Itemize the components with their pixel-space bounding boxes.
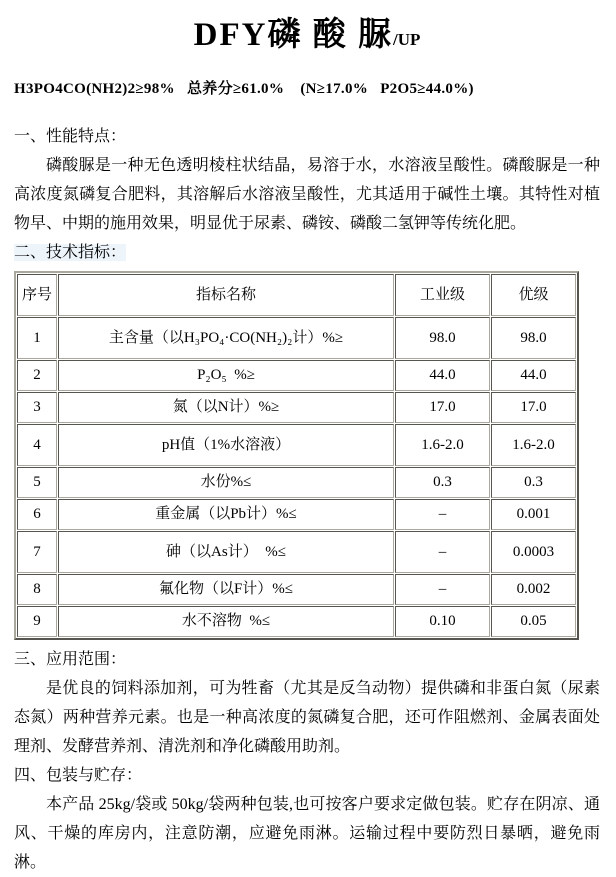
table-row: [17, 392, 576, 423]
section-heading-applications: 三、应用范围：: [14, 651, 127, 668]
cell-index: 9: [17, 606, 57, 637]
cell-industrial: 44.0: [395, 360, 490, 391]
cell-index: 3: [17, 392, 57, 423]
section-heading-performance: 一、性能特点：: [14, 128, 127, 145]
cell-industrial: 98.0: [395, 317, 490, 359]
cell-index: 8: [17, 574, 57, 605]
table-row: [17, 574, 576, 605]
cell-name: 重金属（以Pb计）%≤: [58, 499, 394, 530]
col-header-premium: 优级: [491, 274, 576, 316]
page-title: [14, 6, 600, 55]
cell-industrial: 0.10: [395, 606, 490, 637]
formula-line: H3PO4CO(NH2)2≥98% 总养分≥61.0% (N≥17.0% P2O5≥44.0%): [14, 81, 474, 97]
section-body-applications: 是优良的饲料添加剂，可为牲畜（尤其是反刍动物）提供磷和非蛋白氮（尿素态氮）两种营养元素。也是一种高浓度的氮磷复合肥，还可作阻燃剂、金属表面处理剂、发酵营养剂、清洗剂和净化磷酸用助剂。: [14, 680, 600, 755]
cell-name: P₂O₅ %≥: [58, 360, 394, 391]
table-row: [17, 467, 576, 498]
cell-premium: 1.6-2.0: [491, 424, 576, 466]
section-heading-packaging: 四、包装与贮存：: [14, 767, 143, 784]
table-header-row: [17, 274, 576, 316]
section-body-packaging: 本产品 25kg/袋或 50kg/袋两种包装,也可按客户要求定做包装。贮存在阴凉、通风、干燥的库房内，注意防潮，应避免雨淋。运输过程中要防烈日暴晒，避免雨淋。: [14, 796, 600, 871]
cell-index: 4: [17, 424, 57, 466]
cell-premium: 98.0: [491, 317, 576, 359]
cell-name: 水份%≤: [58, 467, 394, 498]
cell-premium: 0.002: [491, 574, 576, 605]
cell-index: 6: [17, 499, 57, 530]
cell-name: 氟化物（以F计）%≤: [58, 574, 394, 605]
table-row: [17, 360, 576, 391]
cell-industrial: 1.6-2.0: [395, 424, 490, 466]
table-row: [17, 424, 576, 466]
spec-table: [14, 271, 579, 640]
cell-industrial: 0.3: [395, 467, 490, 498]
cell-name: pH值（1%水溶液）: [58, 424, 394, 466]
table-row: [17, 499, 576, 530]
cell-premium: 44.0: [491, 360, 576, 391]
cell-index: 5: [17, 467, 57, 498]
product-title: DFY磷 酸 脲: [193, 17, 393, 53]
cell-name: 氮（以N计）%≥: [58, 392, 394, 423]
cell-index: 7: [17, 531, 57, 573]
col-header-name: 指标名称: [58, 274, 394, 316]
table-row: [17, 531, 576, 573]
cell-name: 主含量（以H₃PO₄·CO(NH₂)₂计）%≥: [58, 317, 394, 359]
table-row: [17, 606, 576, 637]
cell-index: 1: [17, 317, 57, 359]
cell-premium: 0.3: [491, 467, 576, 498]
cell-name: 水不溶物 %≤: [58, 606, 394, 637]
cell-industrial: –: [395, 531, 490, 573]
cell-premium: 0.0003: [491, 531, 576, 573]
cell-industrial: –: [395, 499, 490, 530]
cell-premium: 0.05: [491, 606, 576, 637]
cell-industrial: 17.0: [395, 392, 490, 423]
section-body-performance: 磷酸脲是一种无色透明棱柱状结晶，易溶于水，水溶液呈酸性。磷酸脲是一种高浓度氮磷复合肥料，其溶解后水溶液呈酸性，尤其适用于碱性土壤。其特性对植物早、中期的施用效果，明显优于尿素、磷铵、磷酸二氢钾等传统化肥。: [14, 157, 600, 232]
cell-premium: 0.001: [491, 499, 576, 530]
cell-name: 砷（以As计） %≤: [58, 531, 394, 573]
col-header-index: 序号: [17, 274, 57, 316]
cell-index: 2: [17, 360, 57, 391]
document-body: [14, 122, 600, 877]
cell-premium: 17.0: [491, 392, 576, 423]
section-heading-specs-text: 二、技术指标：: [14, 244, 127, 261]
col-header-industrial: 工业级: [395, 274, 490, 316]
product-title-suffix: /UP: [392, 30, 421, 49]
section-heading-specs: [14, 238, 600, 267]
cell-industrial: –: [395, 574, 490, 605]
table-row: [17, 317, 576, 359]
